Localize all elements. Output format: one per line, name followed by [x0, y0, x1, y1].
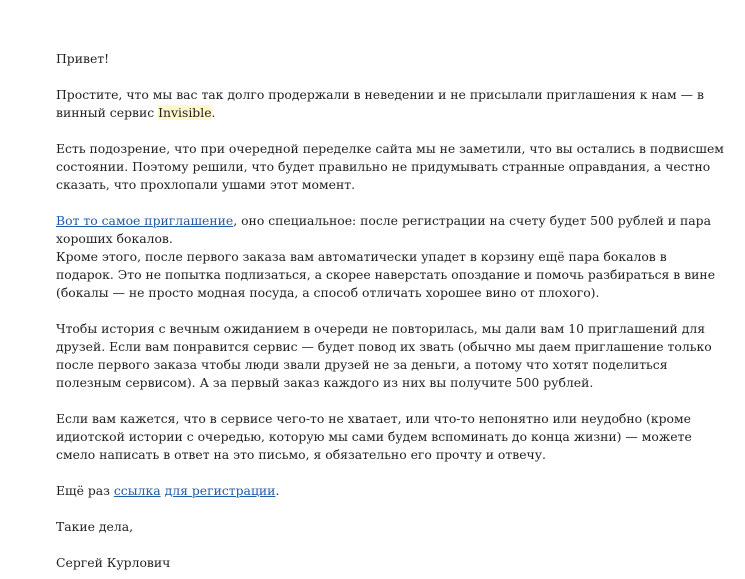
registration-paragraph	[56, 482, 727, 500]
invite-text: , оно специальное: после регистрации на счету будет 500 рублей и пара хороших бокалов.	[56, 213, 711, 246]
closing: Такие дела,	[56, 519, 134, 534]
suspicion-paragraph: Есть подозрение, что при очередной переделке сайта мы не заметили, что вы остались в подвисшем состоянии. Поэтому решили, что будет правильно не придумывать странные оправдания, а честно сказать, что прохлопали ушами этот момент.	[56, 141, 724, 192]
registration-prefix: Ещё раз	[56, 483, 114, 498]
feedback-paragraph: Если вам кажется, что в сервисе чего-то не хватает, или что-то непонятно или неудобно (кроме идиотской истории с очередью, которую мы сами будем вспоминать до конца жизни) — можете смело написать в ответ на это письмо, я обязательно его прочту и отвечу.	[56, 411, 692, 462]
intro-text: Простите, что мы вас так долго продержали в неведении и не присылали приглашения к нам — в винный сервис	[56, 87, 704, 120]
gift-paragraph: Кроме этого, после первого заказа вам автоматически упадет в корзину ещё пара бокалов в подарок. Это не попытка подлизаться, а скорее наверстать опоздание и помочь разбираться в вине (бокалы — не просто модная посуда, а способ отличать хорошее вино от плохого).	[56, 249, 716, 300]
brand-name: Invisible	[158, 105, 212, 120]
friends-paragraph: Чтобы история с вечным ожиданием в очереди не повторилась, мы дали вам 10 приглашений для друзей. Если вам понравится сервис — будет повод их звать (обычно мы даем приглашение только после первого заказа чтобы люди звали друзей не за деньги, а потому что хотят поделиться полезным сервисом). А за первый заказ каждого из них вы получите 500 рублей.	[56, 321, 712, 390]
registration-link-1[interactable]: ссылка	[113, 483, 161, 498]
signature: Сергей Курлович	[56, 555, 171, 570]
intro-paragraph	[56, 86, 727, 122]
registration-end: .	[275, 483, 280, 498]
greeting: Привет!	[56, 51, 110, 66]
invite-paragraph	[56, 212, 727, 248]
intro-end: .	[211, 105, 216, 120]
registration-link-2[interactable]: для регистрации	[164, 483, 276, 498]
invite-link[interactable]: Вот то самое приглашение	[56, 213, 234, 228]
